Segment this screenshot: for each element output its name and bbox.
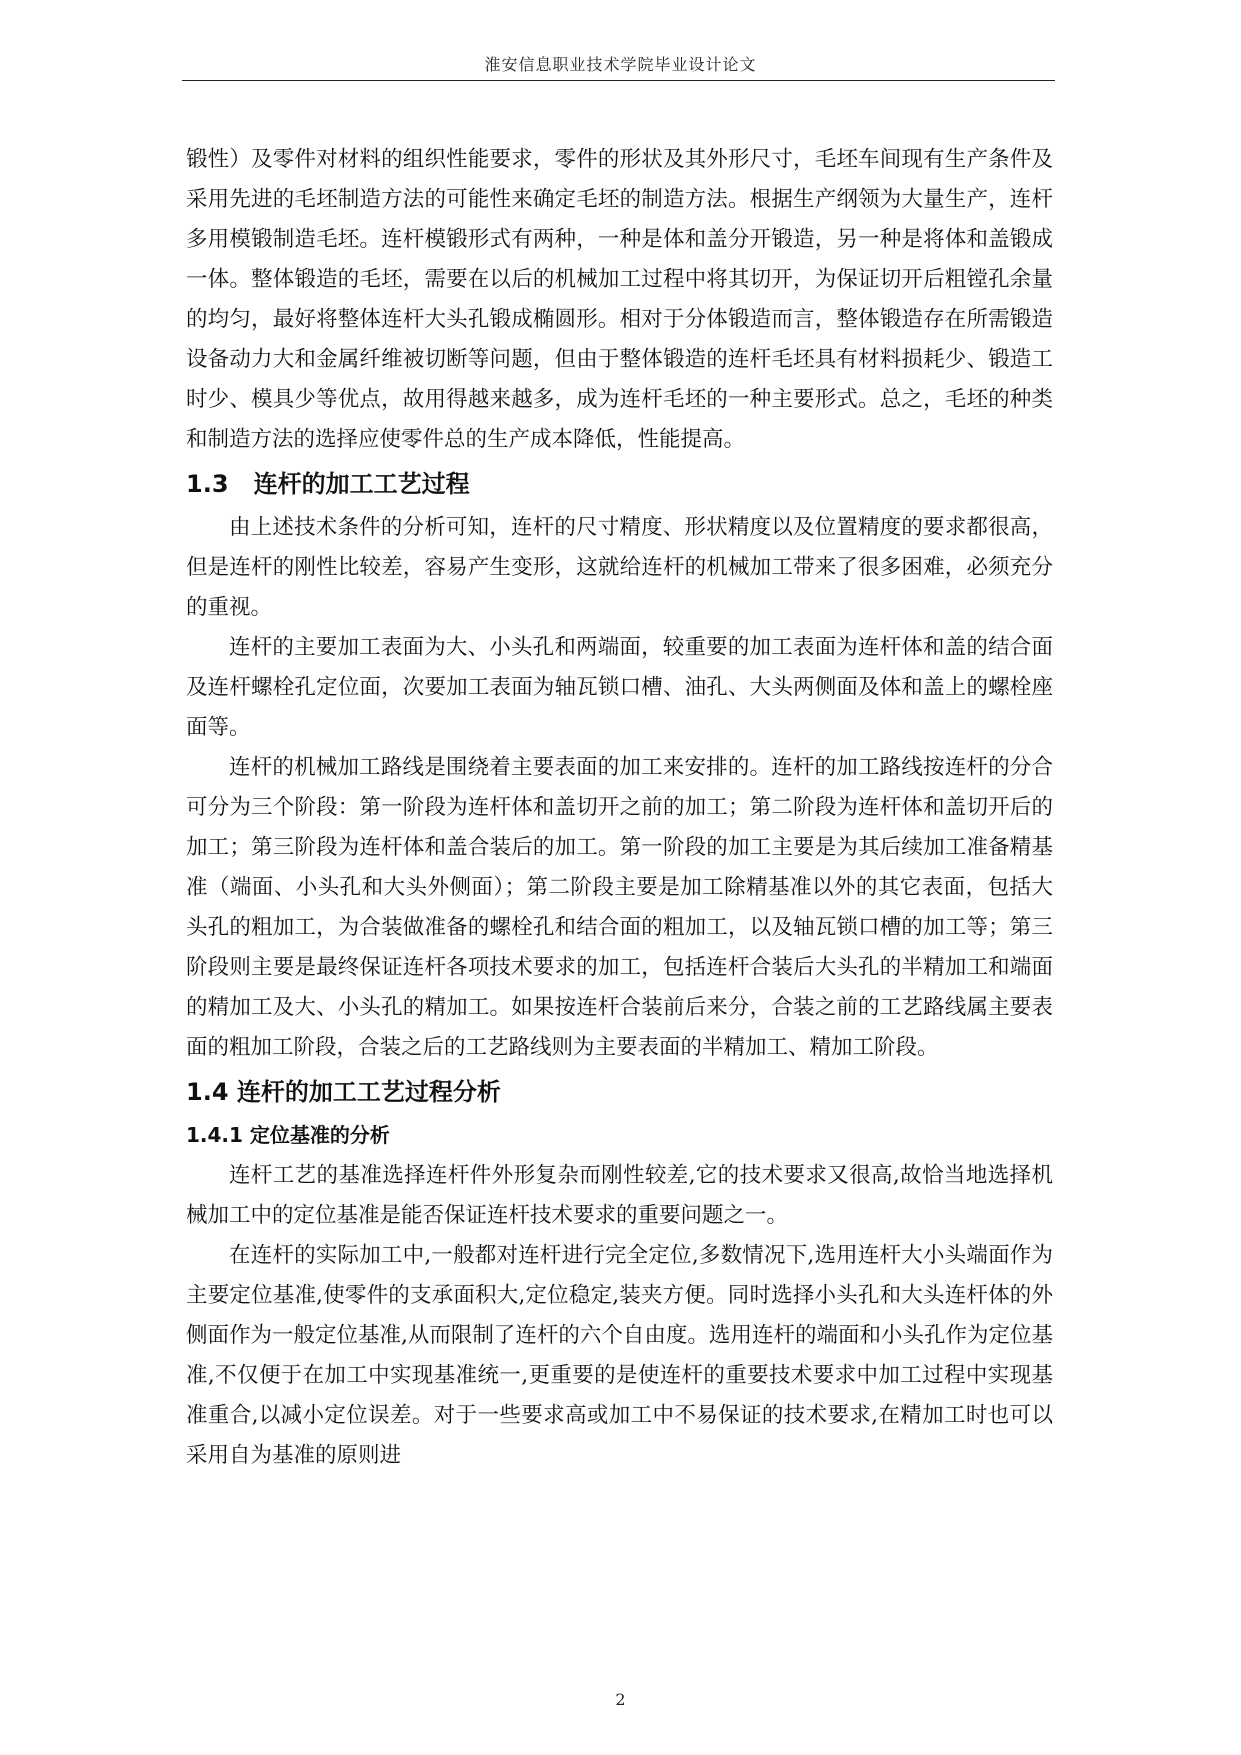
section-1-3-paragraph-1: 由上述技术条件的分析可知，连杆的尺寸精度、形状精度以及位置精度的要求都很高，但是连杆的刚性比较差，容易产生变形，这就给连杆的机械加工带来了很多困难，必须充分的重视。 [186,515,1053,620]
document-body [186,140,1053,1476]
intro-paragraph: 锻性）及零件对材料的组织性能要求，零件的形状及其外形尺寸，毛坯车间现有生产条件及采用先进的毛坯制造方法的可能性来确定毛坯的制造方法。根据生产纲领为大量生产，连杆多用模锻制造毛坯。连杆模锻形式有两种，一种是体和盖分开锻造，另一种是将体和盖锻成一体。整体锻造的毛坯，需要在以后的机械加工过程中将其切开，为保证切开后粗镗孔余量的均匀，最好将整体连杆大头孔锻成椭圆形。相对于分体锻造而言，整体锻造存在所需锻造设备动力大和金属纤维被切断等问题，但由于整体锻造的连杆毛坯具有材料损耗少、锻造工时少、模具少等优点，故用得越来越多，成为连杆毛坯的一种主要形式。总之，毛坯的种类和制造方法的选择应使零件总的生产成本降低，性能提高。 [186,147,1053,452]
section-1-4-heading: 1.4 连杆的加工工艺过程分析 [186,1078,501,1106]
section-1-3-paragraph-2: 连杆的主要加工表面为大、小头孔和两端面，较重要的加工表面为连杆体和盖的结合面及连杆螺栓孔定位面，次要加工表面为轴瓦锁口槽、油孔、大头两侧面及体和盖上的螺栓座面等。 [186,635,1053,740]
section-1-4-1-heading: 1.4.1 定位基准的分析 [186,1123,390,1147]
section-1-4-1-paragraph-2: 在连杆的实际加工中,一般都对连杆进行完全定位,多数情况下,选用连杆大小头端面作为主要定位基准,使零件的支承面积大,定位稳定,装夹方便。同时选择小头孔和大头连杆体的外侧面作为一般定位基准,从而限制了连杆的六个自由度。选用连杆的端面和小头孔作为定位基准,不仅便于在加工中实现基准统一,更重要的是使连杆的重要技术要求中加工过程中实现基准重合,以减小定位误差。对于一些要求高或加工中不易保证的技术要求,在精加工时也可以采用自为基准的原则进 [186,1243,1053,1468]
page-header-title: 淮安信息职业技术学院毕业设计论文 [484,55,757,74]
section-1-4-1-paragraph-1: 连杆工艺的基准选择连杆件外形复杂而刚性较差,它的技术要求又很高,故恰当地选择机械加工中的定位基准是能否保证连杆技术要求的重要问题之一。 [186,1163,1053,1228]
page-number: 2 [615,1690,626,1709]
section-1-3-paragraph-3: 连杆的机械加工路线是围绕着主要表面的加工来安排的。连杆的加工路线按连杆的分合可分为三个阶段：第一阶段为连杆体和盖切开之前的加工；第二阶段为连杆体和盖切开后的加工；第三阶段为连杆体和盖合装后的加工。第一阶段的加工主要是为其后续加工准备精基准（端面、小头孔和大头外侧面）；第二阶段主要是加工除精基准以外的其它表面，包括大头孔的粗加工，为合装做准备的螺栓孔和结合面的粗加工，以及轴瓦锁口槽的加工等；第三阶段则主要是最终保证连杆各项技术要求的加工，包括连杆合装后大头孔的半精加工和端面的精加工及大、小头孔的精加工。如果按连杆合装前后来分，合装之前的工艺路线属主要表面的粗加工阶段，合装之后的工艺路线则为主要表面的半精加工、精加工阶段。 [186,755,1053,1060]
header-divider [182,80,1055,81]
section-1-3-heading: 1.3 连杆的加工工艺过程 [186,470,470,498]
